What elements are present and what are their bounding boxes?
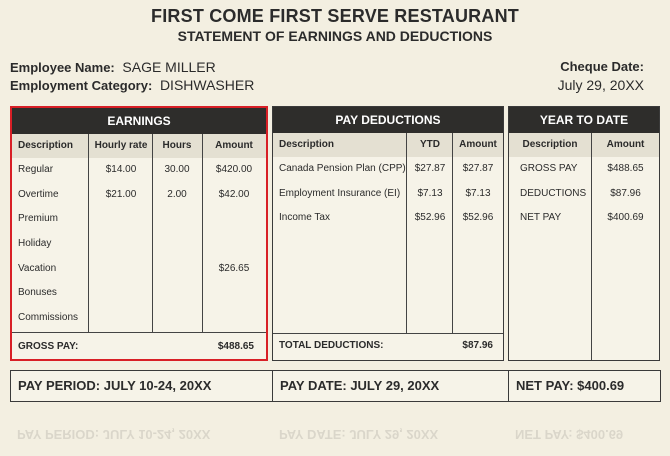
employee-name: SAGE MILLER: [122, 59, 216, 75]
row-desc: NET PAY: [520, 212, 562, 223]
restaurant-title: FIRST COME FIRST SERVE RESTAURANT: [151, 6, 519, 26]
earnings-panel: [10, 106, 268, 361]
net-pay: NET PAY: $400.69: [508, 370, 661, 402]
col-description: Description: [18, 140, 74, 151]
row-hours: 30.00: [164, 164, 190, 175]
earnings-row-commissions: Commissions: [18, 312, 79, 323]
earnings-row-holiday: Holiday: [18, 238, 52, 249]
row-rate: $21.00: [105, 189, 137, 200]
earnings-row-bonuses: Bonuses: [18, 287, 57, 298]
row-amount: $52.96: [462, 212, 494, 223]
total-deductions-label: TOTAL DEDUCTIONS:: [279, 340, 384, 351]
row-amount: $87.96: [610, 188, 641, 199]
gross-pay-value: $488.65: [217, 341, 254, 352]
deductions-header: PAY DEDUCTIONS: [273, 107, 503, 133]
pay-period-reflection: PAY PERIOD: JULY 10-24, 20XX: [17, 427, 211, 442]
divider: [12, 332, 266, 333]
row-amount: $42.00: [218, 189, 250, 200]
earnings-header: EARNINGS: [12, 108, 266, 134]
row-desc: GROSS PAY: [520, 163, 578, 174]
statement-subtitle: STATEMENT OF EARNINGS AND DEDUCTIONS: [177, 28, 493, 44]
row-amount: $27.87: [462, 163, 494, 174]
pay-date-reflection: PAY DATE: JULY 29, 20XX: [279, 427, 439, 442]
employee-name-row: [10, 59, 216, 75]
row-rate: $14.00: [105, 164, 137, 175]
col-description: Description: [279, 139, 335, 150]
col-description: Description: [522, 139, 578, 150]
col-amount: Amount: [606, 139, 645, 150]
row-ytd: $27.87: [414, 163, 446, 174]
employee-name-label: Employee Name:: [10, 60, 115, 75]
earnings-row-premium: Premium: [18, 213, 59, 224]
row-desc: Vacation: [18, 263, 57, 274]
col-hourly-rate: Hourly rate: [94, 140, 148, 151]
employment-category-label: Employment Category:: [10, 78, 153, 93]
row-amount: $420.00: [215, 164, 253, 175]
employment-category: DISHWASHER: [159, 77, 255, 93]
ytd-panel: [508, 106, 660, 361]
earnings-column-header: [12, 134, 266, 158]
col-amount: Amount: [459, 139, 497, 150]
row-amount: $400.69: [607, 212, 644, 223]
row-amount: $7.13: [465, 188, 491, 199]
col-amount: Amount: [215, 140, 253, 151]
row-desc: Employment Insurance (EI): [279, 188, 401, 199]
divider: [88, 134, 89, 332]
row-desc: Regular: [18, 164, 54, 175]
row-desc: Overtime: [18, 189, 59, 200]
row-desc: Canada Pension Plan (CPP): [279, 163, 406, 174]
row-ytd: $52.96: [414, 212, 446, 223]
cheque-date: July 29, 20XX: [557, 77, 644, 93]
col-ytd: YTD: [420, 139, 440, 150]
row-amount: $488.65: [607, 163, 644, 174]
pay-period: PAY PERIOD: JULY 10-24, 20XX: [10, 370, 273, 402]
row-desc: Income Tax: [279, 212, 330, 223]
ytd-header: YEAR TO DATE: [509, 107, 659, 133]
row-ytd: $7.13: [417, 188, 443, 199]
net-pay-reflection: NET PAY: $400.69: [515, 427, 624, 442]
deductions-panel: [272, 106, 504, 361]
pay-date: PAY DATE: JULY 29, 20XX: [272, 370, 509, 402]
gross-pay-label: GROSS PAY:: [18, 341, 79, 352]
row-hours: 2.00: [167, 189, 187, 200]
row-amount: $26.65: [218, 263, 250, 274]
row-desc: DEDUCTIONS: [520, 188, 587, 199]
divider: [273, 333, 503, 334]
col-hours: Hours: [162, 140, 192, 151]
deductions-column-header: [273, 133, 503, 157]
cheque-date-label: Cheque Date:: [560, 59, 644, 74]
total-deductions-value: $87.96: [462, 340, 493, 351]
employment-category-row: [10, 77, 254, 93]
ytd-column-header: [509, 133, 659, 157]
